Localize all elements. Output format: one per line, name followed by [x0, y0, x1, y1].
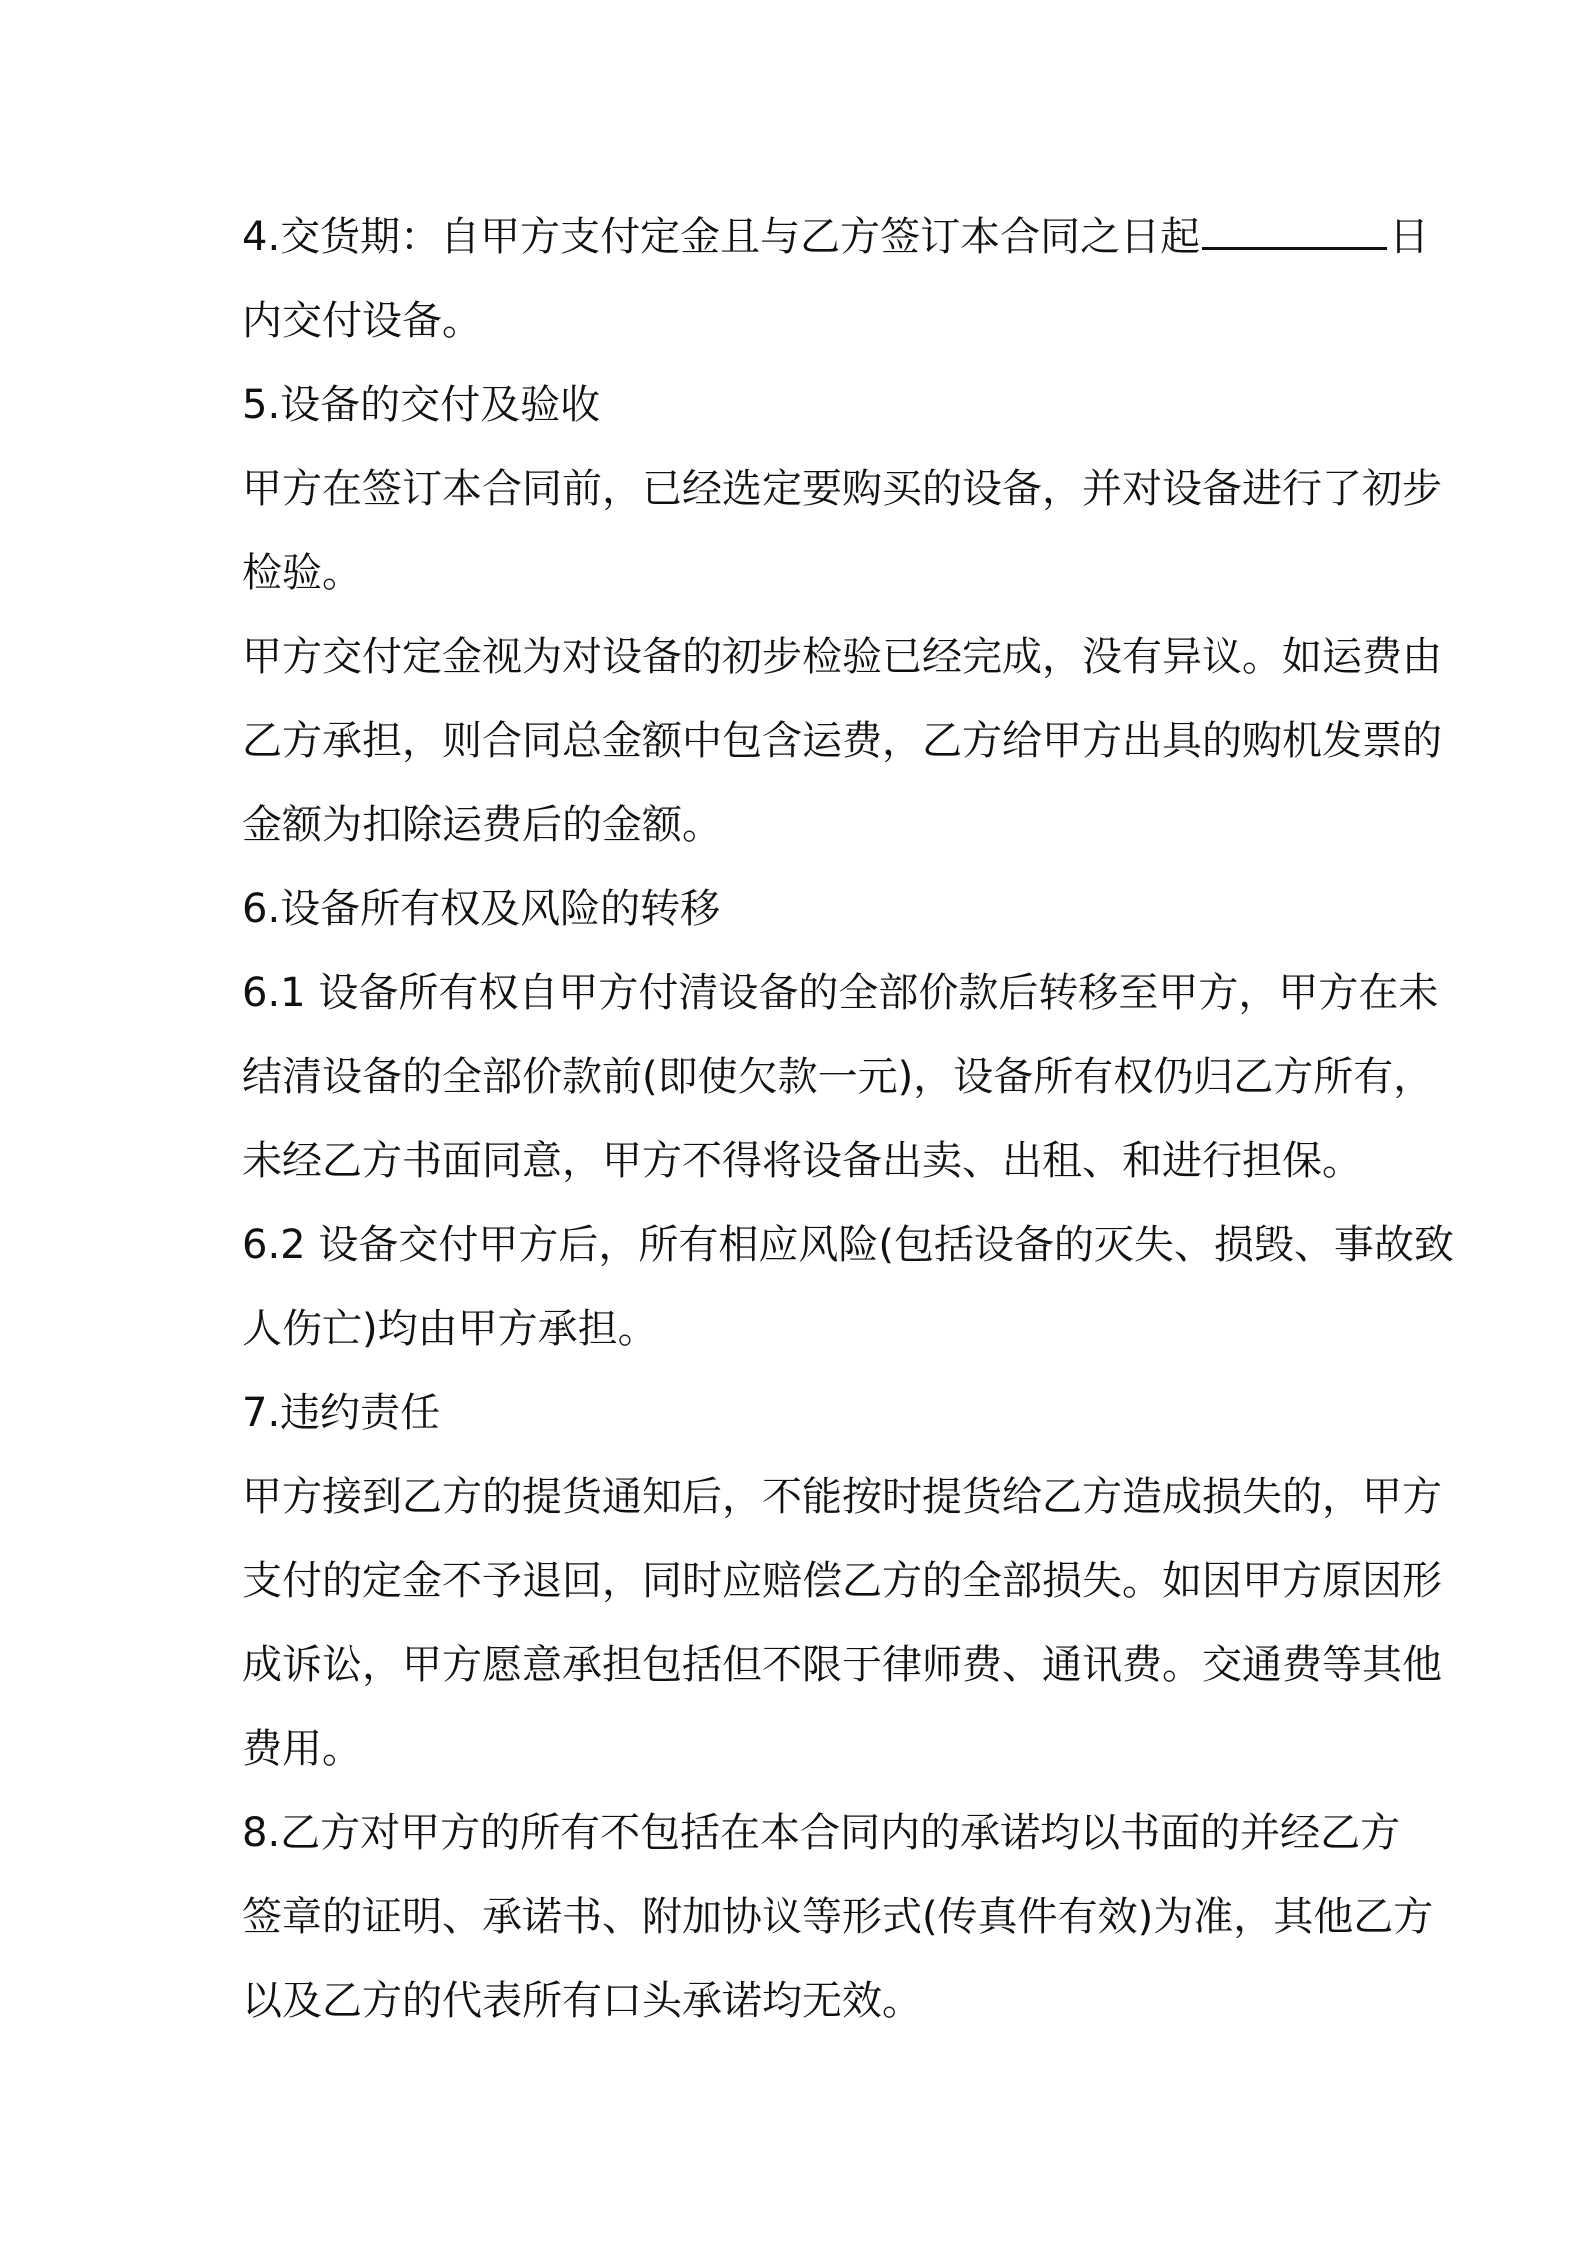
section-7-line-1: 甲方接到乙方的提货通知后，不能按时提货给乙方造成损失的，甲方 — [242, 1474, 1442, 1520]
section-5-para-2-line-1: 甲方交付定金视为对设备的初步检验已经完成，没有异议。如运费由 — [242, 634, 1442, 680]
clause-6-1-line-1: 6.1 设备所有权自甲方付清设备的全部价款后转移至甲方，甲方在未 — [242, 970, 1439, 1016]
section-5-para-1-line-2: 检验。 — [242, 550, 362, 596]
section-5-para-2-line-3: 金额为扣除运费后的金额。 — [242, 802, 722, 848]
delivery-days-blank — [1202, 213, 1387, 250]
section-8-line-3: 以及乙方的代表所有口头承诺均无效。 — [242, 1978, 922, 2024]
clause-4-line-1 — [242, 195, 1430, 279]
section-7-line-4: 费用。 — [242, 1726, 362, 1772]
clause-6-2-line-2: 人伤亡)均由甲方承担。 — [242, 1306, 658, 1352]
section-7-heading: 7.违约责任 — [242, 1390, 441, 1436]
clause-6-1-line-3: 未经乙方书面同意，甲方不得将设备出卖、出租、和进行担保。 — [242, 1138, 1362, 1184]
section-7-line-2: 支付的定金不予退回，同时应赔偿乙方的全部损失。如因甲方原因形 — [242, 1558, 1442, 1604]
section-7-line-3: 成诉讼，甲方愿意承担包括但不限于律师费、通讯费。交通费等其他 — [242, 1642, 1442, 1688]
clause-6-1-line-2: 结清设备的全部价款前(即使欠款一元)，设备所有权仍归乙方所有， — [242, 1054, 1434, 1100]
section-6-heading: 6.设备所有权及风险的转移 — [242, 886, 721, 932]
clause-6-2-line-1: 6.2 设备交付甲方后，所有相应风险(包括设备的灭失、损毁、事故致 — [242, 1222, 1454, 1268]
clause-4-text: 4.交货期：自甲方支付定金且与乙方签订本合同之日起 — [242, 214, 1201, 260]
section-5-para-2-line-2: 乙方承担，则合同总金额中包含运费，乙方给甲方出具的购机发票的 — [242, 718, 1442, 764]
section-8-line-1: 8.乙方对甲方的所有不包括在本合同内的承诺均以书面的并经乙方 — [242, 1810, 1401, 1856]
clause-4-line-2: 内交付设备。 — [242, 298, 482, 344]
clause-4-suffix: 日 — [1389, 214, 1430, 260]
contract-page — [242, 195, 1454, 2043]
section-5-heading: 5.设备的交付及验收 — [242, 382, 601, 428]
section-5-para-1-line-1: 甲方在签订本合同前，已经选定要购买的设备，并对设备进行了初步 — [242, 466, 1442, 512]
section-8-line-2: 签章的证明、承诺书、附加协议等形式(传真件有效)为准，其他乙方 — [242, 1894, 1434, 1940]
